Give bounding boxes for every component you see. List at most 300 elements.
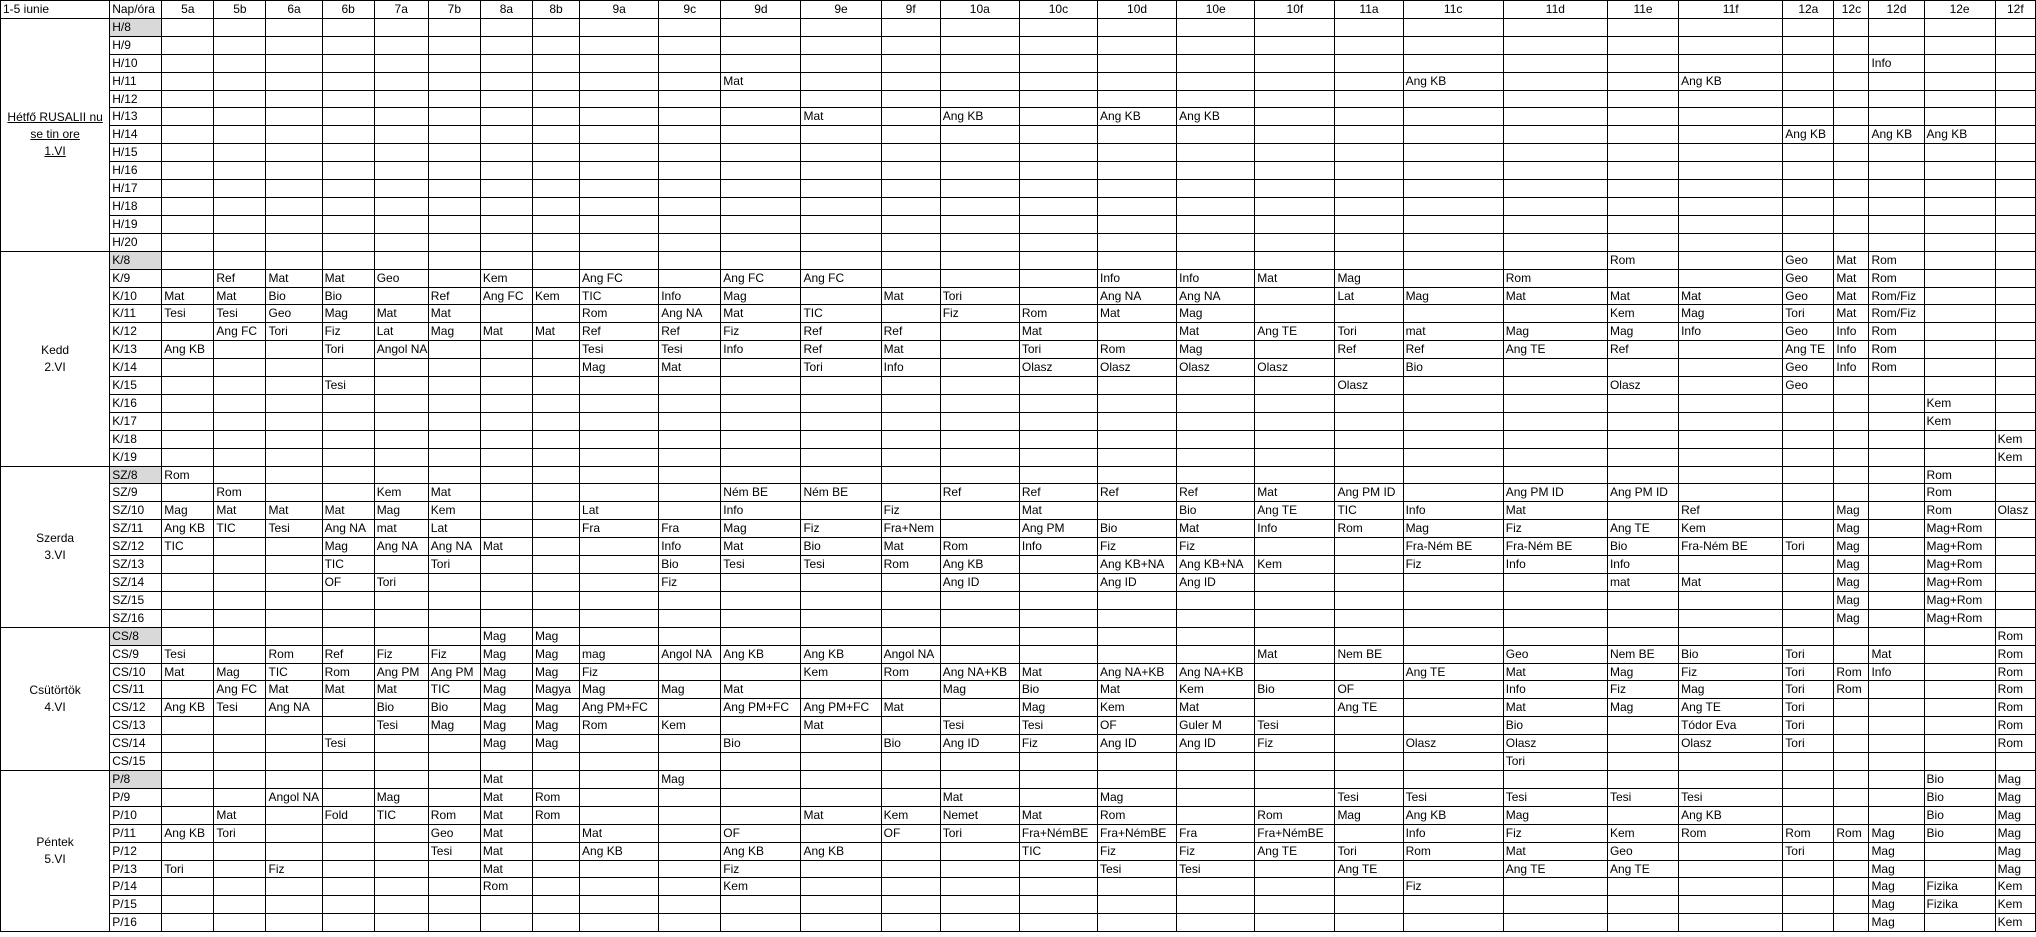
period-label: CS/9	[110, 645, 162, 663]
lesson-cell	[1403, 144, 1503, 162]
period-label: K/11	[110, 305, 162, 323]
lesson-cell	[940, 412, 1019, 430]
lesson-cell	[428, 359, 480, 377]
lesson-cell: Info	[1607, 556, 1678, 574]
lesson-cell	[374, 448, 428, 466]
lesson-cell	[428, 448, 480, 466]
lesson-cell: Fizika	[1924, 878, 1995, 896]
lesson-cell	[266, 72, 322, 90]
lesson-cell	[322, 627, 374, 645]
lesson-cell: TIC	[428, 681, 480, 699]
lesson-cell: Ang FC	[214, 681, 266, 699]
lesson-cell: Ang KB	[721, 645, 801, 663]
lesson-cell	[1869, 627, 1924, 645]
lesson-cell	[1019, 54, 1097, 72]
lesson-cell: Info	[1177, 269, 1255, 287]
lesson-cell	[322, 914, 374, 932]
lesson-cell	[428, 18, 480, 36]
lesson-cell	[162, 323, 214, 341]
lesson-cell: Rom	[881, 556, 940, 574]
lesson-cell: Ang TE	[1255, 323, 1335, 341]
lesson-cell	[1019, 36, 1097, 54]
lesson-cell: Rom	[266, 645, 322, 663]
lesson-cell	[1177, 896, 1255, 914]
day-label-line: Hétfő RUSALII nu	[7, 110, 103, 125]
lesson-cell	[1607, 90, 1678, 108]
lesson-cell	[428, 914, 480, 932]
lesson-cell: Ref	[801, 323, 881, 341]
period-label: H/19	[110, 215, 162, 233]
lesson-cell: Ref	[659, 323, 721, 341]
lesson-cell	[1834, 377, 1869, 395]
lesson-cell	[1869, 377, 1924, 395]
lesson-cell	[881, 770, 940, 788]
lesson-cell	[801, 502, 881, 520]
lesson-cell	[1403, 591, 1503, 609]
lesson-cell	[214, 914, 266, 932]
lesson-cell	[1019, 466, 1097, 484]
lesson-cell	[1869, 144, 1924, 162]
lesson-cell: Olasz	[1403, 735, 1503, 753]
lesson-cell	[532, 394, 579, 412]
lesson-cell	[162, 609, 214, 627]
lesson-cell: Tesi	[322, 377, 374, 395]
lesson-cell	[580, 538, 659, 556]
lesson-cell	[322, 466, 374, 484]
lesson-cell	[881, 144, 940, 162]
lesson-cell	[1607, 180, 1678, 198]
lesson-cell: Mat	[940, 788, 1019, 806]
lesson-cell	[1098, 770, 1177, 788]
period-label: SZ/10	[110, 502, 162, 520]
lesson-cell	[1335, 36, 1403, 54]
lesson-cell: Info	[721, 341, 801, 359]
lesson-cell	[1098, 251, 1177, 269]
lesson-cell	[659, 377, 721, 395]
lesson-cell	[1679, 484, 1783, 502]
lesson-cell	[266, 394, 322, 412]
lesson-cell	[1503, 54, 1607, 72]
lesson-cell	[480, 556, 532, 574]
lesson-cell	[214, 36, 266, 54]
lesson-cell	[374, 914, 428, 932]
lesson-cell	[801, 36, 881, 54]
class-header: 11e	[1607, 1, 1678, 19]
lesson-cell: Ang KB	[1869, 126, 1924, 144]
period-label: H/17	[110, 180, 162, 198]
lesson-cell: Mat	[480, 860, 532, 878]
lesson-cell: Tori	[940, 824, 1019, 842]
lesson-cell: Mag	[1869, 878, 1924, 896]
lesson-cell: Info	[1869, 663, 1924, 681]
lesson-cell: Fiz	[266, 860, 322, 878]
lesson-cell	[1607, 430, 1678, 448]
lesson-cell	[580, 448, 659, 466]
lesson-cell: Lat	[374, 323, 428, 341]
lesson-cell	[1834, 914, 1869, 932]
lesson-cell	[1783, 591, 1834, 609]
lesson-cell	[1869, 788, 1924, 806]
lesson-cell	[1679, 269, 1783, 287]
lesson-cell: Angol NA	[881, 645, 940, 663]
lesson-cell	[1255, 162, 1335, 180]
lesson-cell	[721, 627, 801, 645]
period-label: K/13	[110, 341, 162, 359]
table-row	[1, 645, 2036, 663]
lesson-cell: Mag	[659, 770, 721, 788]
lesson-cell: Ang KB	[801, 842, 881, 860]
lesson-cell	[1924, 377, 1995, 395]
lesson-cell: Ref	[1098, 484, 1177, 502]
lesson-cell: Angol NA	[374, 341, 428, 359]
lesson-cell	[162, 377, 214, 395]
lesson-cell	[659, 90, 721, 108]
lesson-cell: Ang KB+NA	[1098, 556, 1177, 574]
lesson-cell	[881, 377, 940, 395]
lesson-cell	[1607, 108, 1678, 126]
lesson-cell	[1255, 627, 1335, 645]
lesson-cell	[801, 430, 881, 448]
lesson-cell: Mat	[1177, 699, 1255, 717]
lesson-cell	[162, 233, 214, 251]
lesson-cell	[659, 860, 721, 878]
lesson-cell	[1335, 663, 1403, 681]
lesson-cell	[266, 197, 322, 215]
lesson-cell	[1335, 18, 1403, 36]
lesson-cell	[881, 126, 940, 144]
lesson-cell	[1403, 305, 1503, 323]
lesson-cell: Mat	[801, 717, 881, 735]
lesson-cell	[1177, 162, 1255, 180]
lesson-cell	[322, 788, 374, 806]
lesson-cell	[1869, 520, 1924, 538]
lesson-cell	[580, 896, 659, 914]
lesson-cell	[721, 609, 801, 627]
lesson-cell	[532, 484, 579, 502]
lesson-cell: Ang KB	[1098, 108, 1177, 126]
period-label: P/16	[110, 914, 162, 932]
lesson-cell	[1503, 305, 1607, 323]
lesson-cell: Ang KB	[580, 842, 659, 860]
lesson-cell	[1679, 341, 1783, 359]
table-row	[1, 287, 2036, 305]
lesson-cell	[1783, 609, 1834, 627]
lesson-cell: Mat	[322, 502, 374, 520]
lesson-cell	[580, 197, 659, 215]
lesson-cell	[1177, 770, 1255, 788]
lesson-cell	[580, 251, 659, 269]
class-header: 9d	[721, 1, 801, 19]
lesson-cell	[1403, 180, 1503, 198]
lesson-cell	[266, 914, 322, 932]
lesson-cell	[1019, 574, 1097, 592]
lesson-cell	[162, 269, 214, 287]
lesson-cell	[532, 824, 579, 842]
lesson-cell	[532, 197, 579, 215]
lesson-cell: Info	[1503, 556, 1607, 574]
lesson-cell	[940, 233, 1019, 251]
lesson-cell	[1607, 394, 1678, 412]
lesson-cell	[659, 126, 721, 144]
lesson-cell	[428, 180, 480, 198]
lesson-cell	[1607, 753, 1678, 771]
lesson-cell	[1783, 36, 1834, 54]
lesson-cell	[214, 466, 266, 484]
lesson-cell	[1869, 591, 1924, 609]
lesson-cell	[1335, 305, 1403, 323]
lesson-cell: Mag	[1869, 896, 1924, 914]
lesson-cell	[881, 914, 940, 932]
lesson-cell	[1995, 36, 2035, 54]
lesson-cell	[1019, 412, 1097, 430]
lesson-cell	[374, 753, 428, 771]
lesson-cell	[721, 591, 801, 609]
lesson-cell: Rom	[162, 466, 214, 484]
lesson-cell	[1335, 412, 1403, 430]
lesson-cell: Tesi	[1679, 788, 1783, 806]
lesson-cell	[1607, 197, 1678, 215]
lesson-cell	[1607, 735, 1678, 753]
lesson-cell: Rom	[1995, 645, 2035, 663]
lesson-cell	[1255, 126, 1335, 144]
lesson-cell: Fiz	[1503, 824, 1607, 842]
lesson-cell: Ang PM+FC	[721, 699, 801, 717]
lesson-cell	[1924, 681, 1995, 699]
lesson-cell	[1783, 108, 1834, 126]
lesson-cell	[801, 197, 881, 215]
lesson-cell	[940, 502, 1019, 520]
lesson-cell	[1019, 448, 1097, 466]
lesson-cell	[659, 215, 721, 233]
lesson-cell: Tesi	[1177, 860, 1255, 878]
lesson-cell	[1019, 770, 1097, 788]
lesson-cell	[1924, 430, 1995, 448]
lesson-cell: Rom	[1679, 824, 1783, 842]
lesson-cell	[881, 233, 940, 251]
lesson-cell	[801, 72, 881, 90]
lesson-cell	[428, 36, 480, 54]
lesson-cell: Kem	[1177, 681, 1255, 699]
lesson-cell: Rom	[1255, 806, 1335, 824]
lesson-cell	[1679, 591, 1783, 609]
lesson-cell	[1503, 72, 1607, 90]
table-row	[1, 197, 2036, 215]
class-header: 6b	[322, 1, 374, 19]
lesson-cell	[1869, 502, 1924, 520]
lesson-cell: Mat	[162, 663, 214, 681]
lesson-cell	[1995, 269, 2035, 287]
lesson-cell: Mag	[1869, 914, 1924, 932]
lesson-cell	[1607, 126, 1678, 144]
lesson-cell	[1679, 394, 1783, 412]
lesson-cell	[881, 394, 940, 412]
period-label: K/14	[110, 359, 162, 377]
lesson-cell: Rom	[580, 305, 659, 323]
lesson-cell: Fra-Ném BE	[1403, 538, 1503, 556]
lesson-cell	[322, 430, 374, 448]
lesson-cell	[659, 699, 721, 717]
lesson-cell	[532, 753, 579, 771]
lesson-cell: Mag	[532, 663, 579, 681]
lesson-cell: Kem	[1098, 699, 1177, 717]
lesson-cell	[322, 233, 374, 251]
lesson-cell	[1783, 144, 1834, 162]
day-label-line: 2.VI	[44, 359, 66, 374]
lesson-cell: Mat	[1098, 305, 1177, 323]
lesson-cell	[801, 770, 881, 788]
lesson-cell: Mag	[1177, 305, 1255, 323]
lesson-cell	[580, 609, 659, 627]
lesson-cell	[1255, 448, 1335, 466]
lesson-cell	[1019, 788, 1097, 806]
lesson-cell	[1783, 197, 1834, 215]
lesson-cell	[801, 609, 881, 627]
period-label: H/15	[110, 144, 162, 162]
lesson-cell	[940, 770, 1019, 788]
table-row	[1, 233, 2036, 251]
lesson-cell	[374, 72, 428, 90]
lesson-cell: Tesi	[214, 305, 266, 323]
lesson-cell: Tesi	[1098, 860, 1177, 878]
lesson-cell	[1177, 144, 1255, 162]
lesson-cell	[1869, 556, 1924, 574]
lesson-cell	[881, 842, 940, 860]
lesson-cell: Rom	[1869, 323, 1924, 341]
lesson-cell: Mat	[721, 305, 801, 323]
lesson-cell	[374, 54, 428, 72]
lesson-cell	[428, 144, 480, 162]
lesson-cell	[532, 90, 579, 108]
lesson-cell: Geo	[1783, 251, 1834, 269]
lesson-cell	[266, 108, 322, 126]
lesson-cell: Mat	[1503, 699, 1607, 717]
lesson-cell: Ang FC	[480, 287, 532, 305]
table-row	[1, 735, 2036, 753]
lesson-cell	[1177, 753, 1255, 771]
table-row	[1, 72, 2036, 90]
lesson-cell	[1177, 126, 1255, 144]
lesson-cell	[266, 466, 322, 484]
lesson-cell	[162, 717, 214, 735]
lesson-cell	[1783, 72, 1834, 90]
lesson-cell: Mat	[162, 287, 214, 305]
lesson-cell	[801, 377, 881, 395]
lesson-cell: Bio	[1924, 770, 1995, 788]
lesson-cell	[322, 162, 374, 180]
lesson-cell	[1995, 126, 2035, 144]
lesson-cell	[659, 162, 721, 180]
lesson-cell	[1098, 323, 1177, 341]
lesson-cell	[322, 448, 374, 466]
lesson-cell	[1679, 251, 1783, 269]
lesson-cell	[940, 126, 1019, 144]
table-row	[1, 717, 2036, 735]
lesson-cell	[580, 108, 659, 126]
period-label: K/12	[110, 323, 162, 341]
lesson-cell	[374, 824, 428, 842]
lesson-cell: Geo	[428, 824, 480, 842]
lesson-cell: Mag	[480, 645, 532, 663]
lesson-cell	[1783, 806, 1834, 824]
lesson-cell	[1924, 914, 1995, 932]
lesson-cell: Ang NA+KB	[1098, 663, 1177, 681]
lesson-cell	[721, 466, 801, 484]
lesson-cell	[428, 215, 480, 233]
lesson-cell	[162, 72, 214, 90]
lesson-cell: Fiz	[1177, 538, 1255, 556]
period-label: H/20	[110, 233, 162, 251]
lesson-cell	[1869, 197, 1924, 215]
lesson-cell: Fra+NémBE	[1098, 824, 1177, 842]
lesson-cell	[1403, 215, 1503, 233]
lesson-cell	[881, 36, 940, 54]
lesson-cell	[1177, 448, 1255, 466]
lesson-cell	[1098, 197, 1177, 215]
lesson-cell: Kem	[428, 502, 480, 520]
lesson-cell: OF	[1335, 681, 1403, 699]
lesson-cell	[940, 699, 1019, 717]
lesson-cell	[162, 574, 214, 592]
lesson-cell	[801, 162, 881, 180]
lesson-cell: Mag	[532, 735, 579, 753]
lesson-cell	[580, 914, 659, 932]
lesson-cell: Tesi	[214, 699, 266, 717]
lesson-cell	[1995, 54, 2035, 72]
lesson-cell	[162, 842, 214, 860]
lesson-cell	[580, 591, 659, 609]
lesson-cell	[721, 36, 801, 54]
lesson-cell	[1255, 788, 1335, 806]
lesson-cell	[322, 18, 374, 36]
lesson-cell: Mat	[1255, 645, 1335, 663]
lesson-cell: Rom	[940, 538, 1019, 556]
lesson-cell	[480, 90, 532, 108]
lesson-cell	[1869, 770, 1924, 788]
lesson-cell: Info	[1503, 681, 1607, 699]
lesson-cell	[881, 466, 940, 484]
lesson-cell	[801, 412, 881, 430]
lesson-cell	[1995, 484, 2035, 502]
lesson-cell: Rom	[480, 878, 532, 896]
lesson-cell	[1177, 627, 1255, 645]
lesson-cell	[1335, 144, 1403, 162]
lesson-cell: Rom	[1869, 341, 1924, 359]
lesson-cell: OF	[1098, 717, 1177, 735]
lesson-cell	[659, 914, 721, 932]
lesson-cell	[1255, 251, 1335, 269]
lesson-cell	[266, 842, 322, 860]
lesson-cell: Info	[1098, 269, 1177, 287]
lesson-cell	[721, 18, 801, 36]
lesson-cell: Tesi	[659, 341, 721, 359]
lesson-cell	[659, 466, 721, 484]
table-row	[1, 162, 2036, 180]
lesson-cell: Rom	[1503, 269, 1607, 287]
lesson-cell	[1995, 538, 2035, 556]
lesson-cell: Ang NA+KB	[1177, 663, 1255, 681]
lesson-cell	[580, 394, 659, 412]
lesson-cell	[1255, 144, 1335, 162]
lesson-cell	[1255, 108, 1335, 126]
lesson-cell: Tori	[428, 556, 480, 574]
lesson-cell: Mat	[1019, 502, 1097, 520]
lesson-cell	[428, 878, 480, 896]
lesson-cell	[266, 233, 322, 251]
lesson-cell: Geo	[1503, 645, 1607, 663]
lesson-cell: Ref	[801, 341, 881, 359]
lesson-cell	[1679, 359, 1783, 377]
lesson-cell	[1869, 394, 1924, 412]
